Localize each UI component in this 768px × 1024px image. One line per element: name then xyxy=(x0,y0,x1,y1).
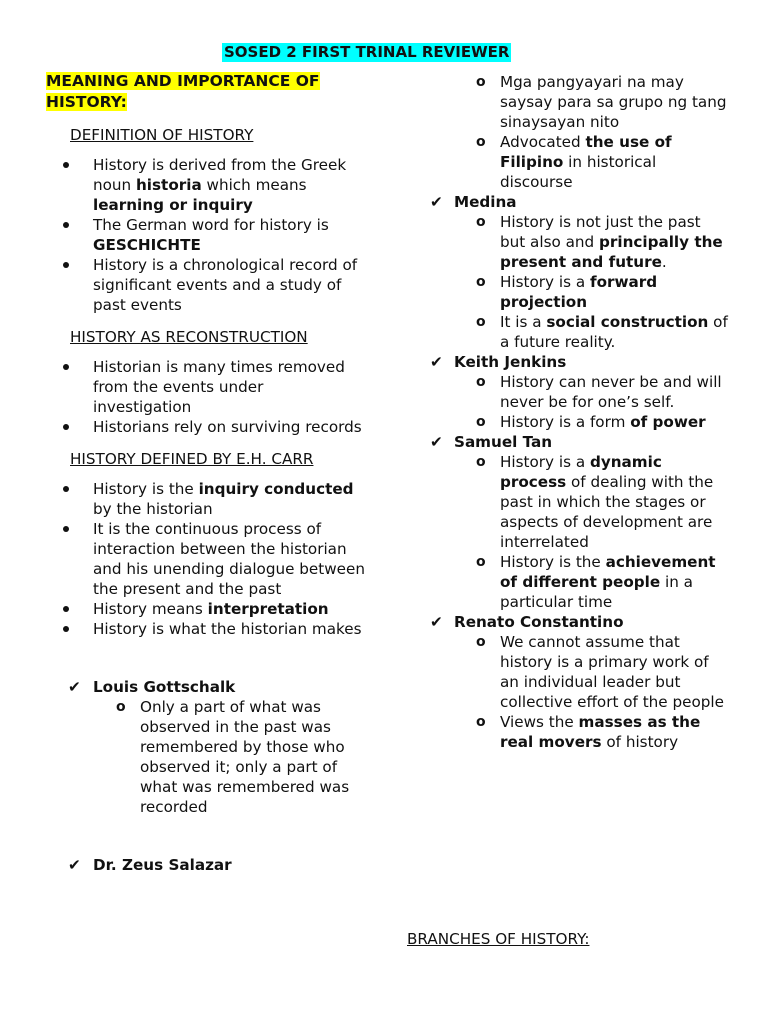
sub-list-item: o History is a dynamic process of dealing with the past in which the stages or aspects of development are interrelated xyxy=(476,453,714,551)
list-item: History is a chronological record of significant events and a study of past events xyxy=(46,255,366,315)
check-icon: ✔ xyxy=(68,678,81,696)
list-item: Historian is many times removed from the events under investigation xyxy=(46,357,366,417)
sub-list-item: o Views the masses as the real movers of history xyxy=(476,713,701,751)
sub-list-item: o Only a part of what was observed in the past was remembered by those who observed it; only a part of what was remembered was recorded xyxy=(116,698,350,816)
check-icon: ✔ xyxy=(430,353,443,371)
main-heading xyxy=(46,71,346,113)
constantino-entry: ✔ Renato Constantino xyxy=(430,613,624,631)
reconstruction-list xyxy=(46,357,366,437)
sub-bullet-icon: o xyxy=(476,714,486,730)
check-icon: ✔ xyxy=(430,433,443,451)
sub-list-item: o We cannot assume that history is a primary work of an individual leader but collective effort of the people xyxy=(476,633,724,711)
list-item: History is what the historian makes xyxy=(46,619,366,639)
right-column xyxy=(430,72,730,752)
sub-bullet-icon: o xyxy=(476,454,486,470)
sub-bullet-icon: o xyxy=(476,374,486,390)
list-item: History is the inquiry conducted by the historian xyxy=(46,479,366,519)
list-item: History means interpretation xyxy=(46,599,366,619)
sub-bullet-icon: o xyxy=(476,134,486,150)
reconstruction-heading: HISTORY AS RECONSTRUCTION xyxy=(70,328,308,346)
tan-entry: ✔ Samuel Tan xyxy=(430,433,553,451)
salazar-entry: ✔ Dr. Zeus Salazar xyxy=(68,856,232,874)
list-item: It is the continuous process of interaction between the historian and his unending dialogue between the present and the past xyxy=(46,519,366,599)
definition-list xyxy=(46,155,366,315)
definition-heading: DEFINITION OF HISTORY xyxy=(70,126,254,144)
sub-bullet-icon: o xyxy=(476,414,486,430)
sub-list-item: o History is a form of power xyxy=(476,413,706,431)
gottschalk-entry: ✔ Louis Gottschalk xyxy=(68,678,236,696)
list-item: History is derived from the Greek noun historia which means learning or inquiry xyxy=(46,155,366,215)
check-icon: ✔ xyxy=(430,193,443,211)
branches-heading: BRANCHES OF HISTORY: xyxy=(407,930,590,948)
sub-list-item: o Mga pangyayari na may saysay para sa grupo ng tang sinaysayan nito xyxy=(476,73,727,131)
left-column xyxy=(46,71,366,875)
carr-list xyxy=(46,479,366,639)
jenkins-entry: ✔ Keith Jenkins xyxy=(430,353,567,371)
sub-bullet-icon: o xyxy=(476,74,486,90)
sub-list-item: o Advocated the use of Filipino in historical discourse xyxy=(476,133,672,191)
sub-list-item: o History is the achievement of different people in a particular time xyxy=(476,553,716,611)
sub-bullet-icon: o xyxy=(476,554,486,570)
main-heading-text: MEANING AND IMPORTANCE OF HISTORY: xyxy=(46,72,320,111)
check-icon: ✔ xyxy=(430,613,443,631)
list-item: Historians rely on surviving records xyxy=(46,417,366,437)
sub-bullet-icon: o xyxy=(116,699,126,715)
sub-bullet-icon: o xyxy=(476,214,486,230)
sub-list-item: o It is a social construction of a future reality. xyxy=(476,313,728,351)
document-title: SOSED 2 FIRST TRINAL REVIEWER xyxy=(224,43,510,61)
sub-bullet-icon: o xyxy=(476,634,486,650)
sub-list-item: o History can never be and will never be for one’s self. xyxy=(476,373,722,411)
sub-bullet-icon: o xyxy=(476,314,486,330)
sub-list-item: o History is not just the past but also and principally the present and future. xyxy=(476,213,723,271)
sub-list-item: o History is a forward projection xyxy=(476,273,658,311)
list-item: The German word for history is GESCHICHTE xyxy=(46,215,366,255)
medina-entry: ✔ Medina xyxy=(430,193,517,211)
carr-heading: HISTORY DEFINED BY E.H. CARR xyxy=(70,450,314,468)
check-icon: ✔ xyxy=(68,856,81,874)
sub-bullet-icon: o xyxy=(476,274,486,290)
